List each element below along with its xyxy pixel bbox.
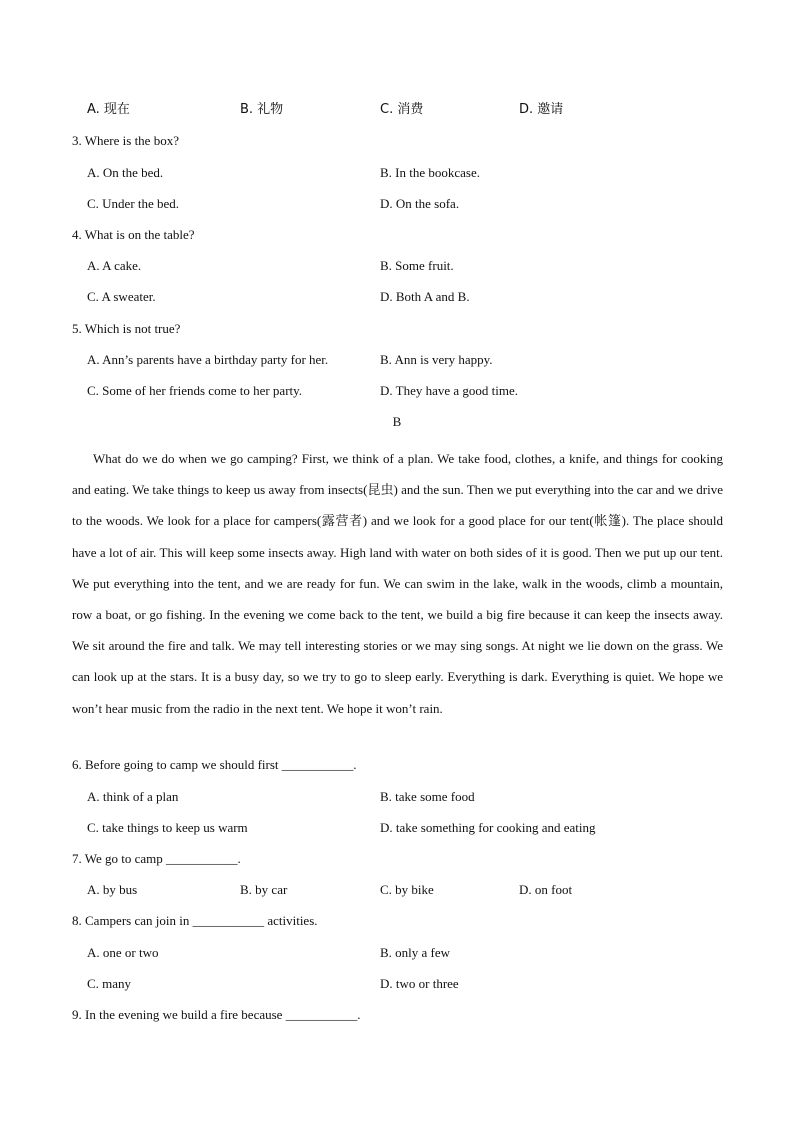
q4-option-d: D. Both A and B. xyxy=(380,289,470,304)
q5-option-d: D. They have a good time. xyxy=(380,383,519,398)
q8-question: 8. Campers can join in ___________ activities. xyxy=(72,913,318,928)
q6-option-d: D. take something for cooking and eating xyxy=(380,820,596,835)
q7-option-c: C. by bike xyxy=(380,882,434,897)
q3-question: 3. Where is the box? xyxy=(72,133,179,148)
q5-option-b: B. Ann is very happy. xyxy=(380,352,493,367)
q4-question: 4. What is on the table? xyxy=(72,227,195,242)
reading-passage: What do we do when we go camping? First, we think of a plan. We take food, clothes, a knife, and things for cooking and eating. We take things to keep us away from insects(昆虫) and the sun. Then we put everything into the car and we drive to the woods. We look for a place for campers(露营者) and we look for a good place for our tent(帐篷). The place should have a lot of air. This will keep some insects away. High land with water on both sides of it is good. Then we put up our tent. We put everything into the tent, and we are ready for fun. We can swim in the lake, walk in the woods, climb a mountain, row a boat, or go fishing. In the evening we come back to the tent, we build a big fire because it can keep the insects away. We sit around the fire and talk. We may tell interesting stories or we may sing songs. At night we lie down on the grass. We can look up at the stars. It is a busy day, so we try to go to sleep early. Everything is dark. Everything is quiet. We hope we won’t hear music from the radio in the next tent. We hope it won’t rain. xyxy=(72,451,723,716)
q8-option-b: B. only a few xyxy=(380,945,451,960)
q5-option-c: C. Some of her friends come to her party. xyxy=(87,383,303,398)
q3-option-d: D. On the sofa. xyxy=(380,196,460,211)
q2-option-a: A. 现在 xyxy=(87,102,130,117)
q2-option-d: D. 邀请 xyxy=(519,102,564,117)
q5-question: 5. Which is not true? xyxy=(72,321,181,336)
q4-option-a: A. A cake. xyxy=(87,258,142,273)
q5-option-a: A. Ann’s parents have a birthday party for her. xyxy=(87,352,329,367)
q7-option-d: D. on foot xyxy=(519,882,573,897)
q7-question: 7. We go to camp ___________. xyxy=(72,851,241,866)
q2-option-c: C. 消费 xyxy=(380,102,424,117)
q9-question: 9. In the evening we build a fire because ___________. xyxy=(72,1007,361,1022)
q8-option-c: C. many xyxy=(87,976,132,991)
q3-option-c: C. Under the bed. xyxy=(87,196,180,211)
q7-option-b: B. by car xyxy=(240,882,288,897)
q8-option-a: A. one or two xyxy=(87,945,159,960)
q6-option-b: B. take some food xyxy=(380,789,475,804)
q6-question: 6. Before going to camp we should first ___________. xyxy=(72,757,357,772)
q6-option-c: C. take things to keep us warm xyxy=(87,820,248,835)
q4-option-b: B. Some fruit. xyxy=(380,258,454,273)
q8-option-d: D. two or three xyxy=(380,976,459,991)
q3-option-a: A. On the bed. xyxy=(87,165,164,180)
q7-option-a: A. by bus xyxy=(87,882,138,897)
q2-option-b: B. 礼物 xyxy=(240,102,284,117)
q4-option-c: C. A sweater. xyxy=(87,289,156,304)
q3-option-b: B. In the bookcase. xyxy=(380,165,481,180)
q6-option-a: A. think of a plan xyxy=(87,789,179,804)
section-title: B xyxy=(392,414,402,429)
